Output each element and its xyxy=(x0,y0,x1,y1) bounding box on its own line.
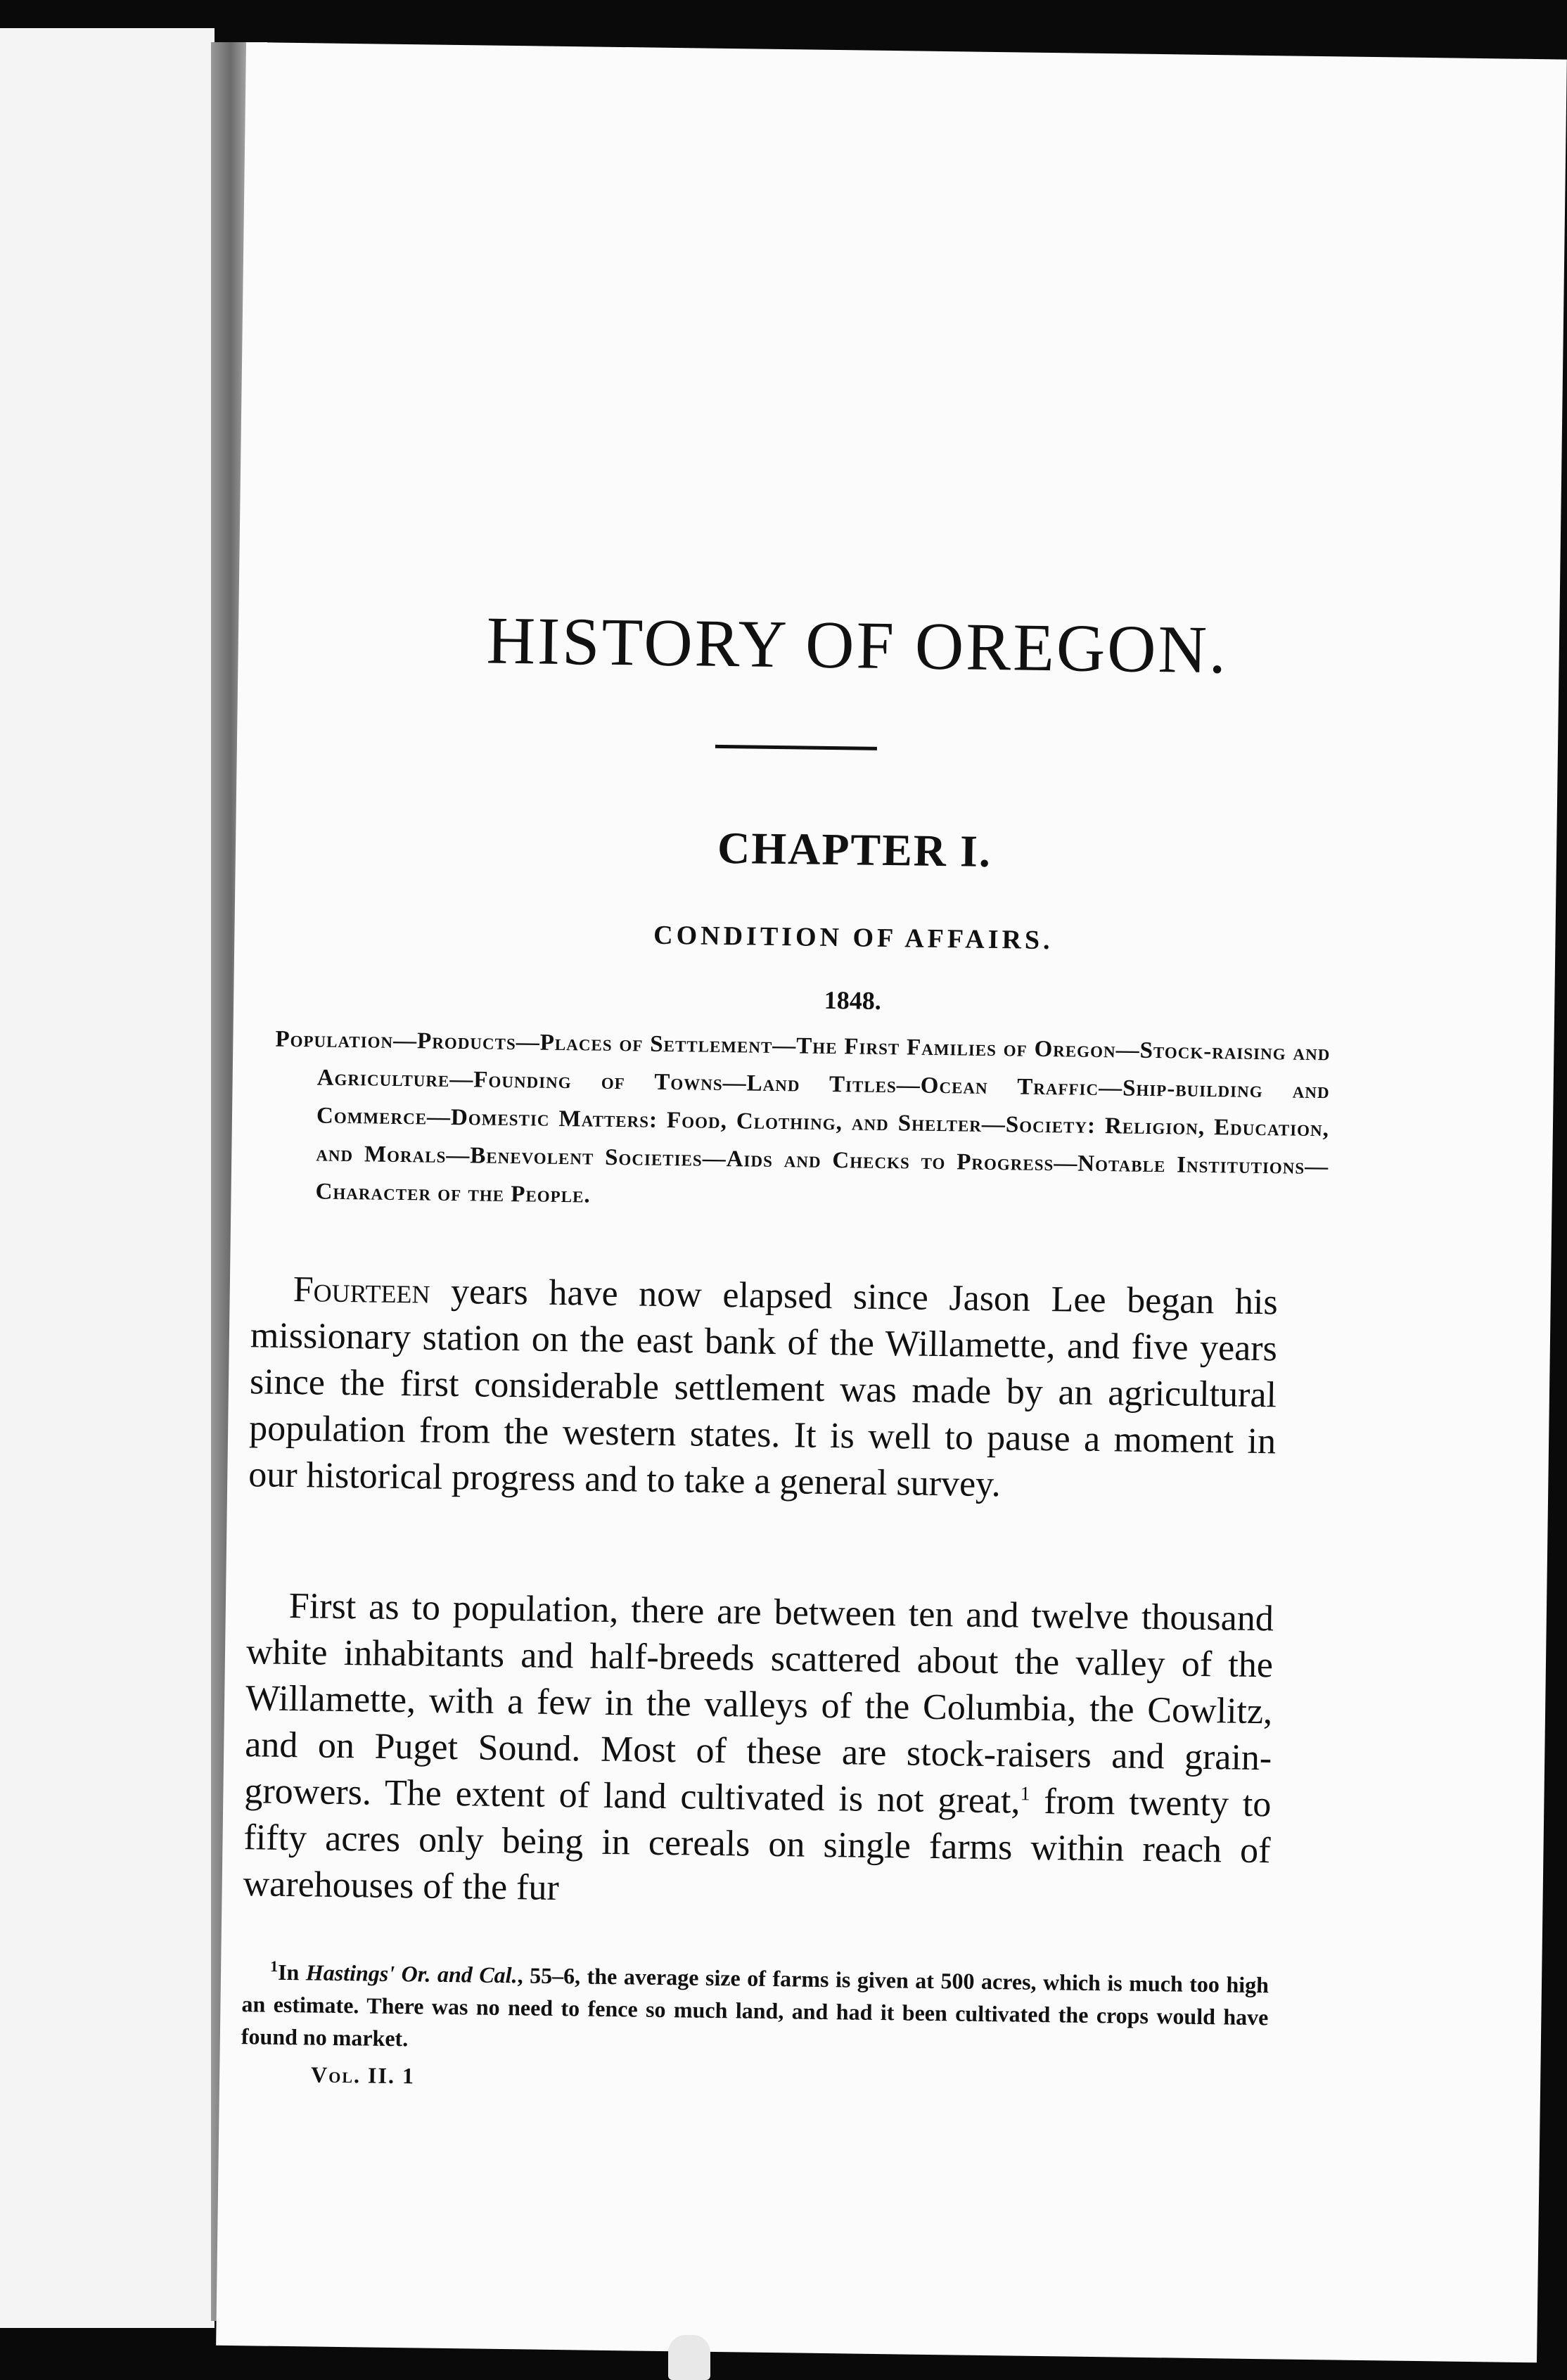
chapter-summary: Population—Products—Places of Settlement—The First Families of Oregon—Stock-raising and Agriculture—Founding of Towns—Land Titles—Ocean Traffic—Ship-building and Commerce—Domestic Matters: Food, Clothing, and Shelter—Society: Religion, Education, and Morals—Benevolent Societies—Aids and Checks to Progress—Notable Institutions—Character of the People. xyxy=(275,1026,1331,1208)
footnote-marker: 1 xyxy=(1020,1783,1030,1805)
book-title: HISTORY OF OREGON. xyxy=(486,602,1229,688)
footnote-source: Hastings' Or. and Cal. xyxy=(305,1959,518,1988)
paragraph-1-text: years have now elapsed since Jason Lee began his missionary station on the east bank of the Willamette, and five years since the first considerable settlement was made by an agricultural population from the western states. It is well to pause a moment in our historical progress and to take a general survey. xyxy=(248,1271,1279,1505)
chapter-heading: CHAPTER I. xyxy=(717,822,992,876)
book-page xyxy=(216,42,1567,2362)
paragraph-2 xyxy=(243,1582,1274,1921)
binding-clip xyxy=(668,2335,710,2380)
title-rule xyxy=(715,745,877,750)
paragraph-2-text-before: First as to population, there are between ten and twelve thousand white inhabitants and half-breeds scattered about the valley of the Willamette, with a few in the valleys of the Columbia, the Cowlitz, and on Puget Sound. Most of these are stock-raisers and grain-growers. The extent of land cultivated is not great, xyxy=(244,1585,1274,1822)
footnote-number: 1 xyxy=(270,1957,279,1976)
footnote-prefix: In xyxy=(277,1959,307,1985)
footnote-text: , 55–6, the average size of farms is given at 500 acres, which is much too high an estimate. There was no need to fence so much land, and had it been cultivated the crops would have found no market. xyxy=(241,1962,1269,2052)
paragraph-1-lead: Fourteen xyxy=(293,1269,430,1312)
footnote xyxy=(241,1955,1269,2066)
chapter-title: CONDITION OF AFFAIRS. xyxy=(653,920,1054,956)
paragraph-2-text-after: from twenty to fifty acres only being in cereals on single farms within reach of warehouses of the fur xyxy=(243,1781,1272,1909)
page-content xyxy=(216,42,1567,2362)
chapter-year: 1848. xyxy=(824,985,881,1015)
left-facing-page xyxy=(0,28,215,2328)
volume-signature: Vol. II. 1 xyxy=(310,2061,416,2089)
paragraph-1 xyxy=(248,1266,1278,1511)
